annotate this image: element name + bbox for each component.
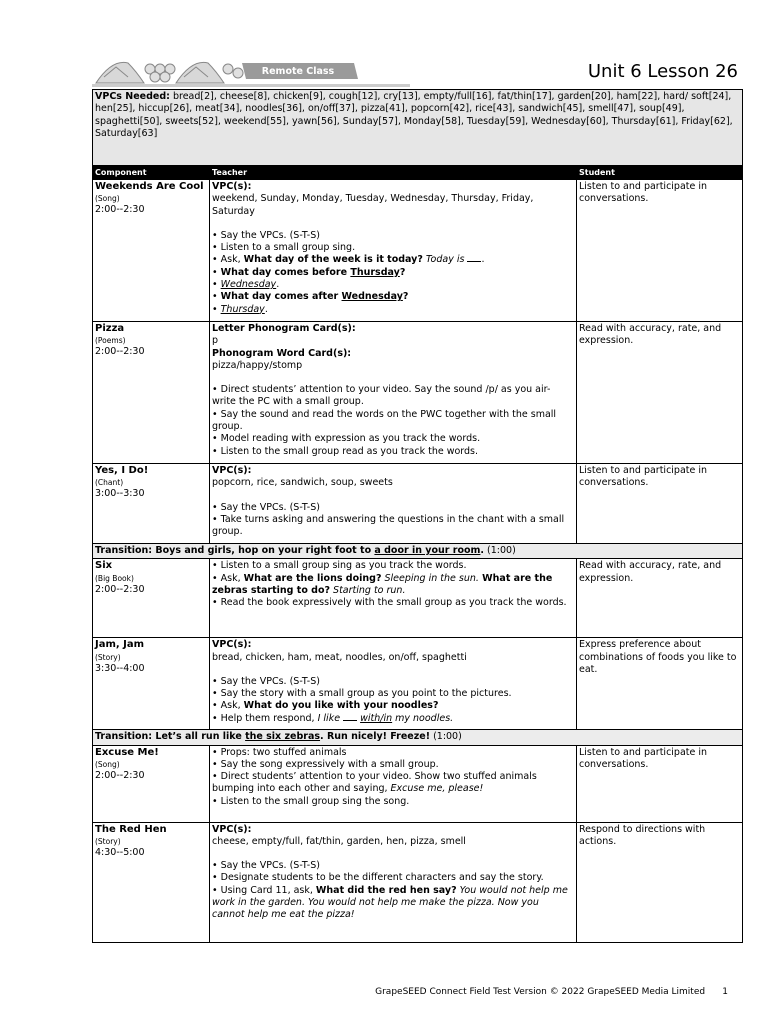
component-name: Six [95, 560, 113, 572]
component-time: 2:00--2:30 [95, 346, 145, 358]
table-row [93, 180, 743, 322]
list-item: • Say the VPCs. (S-T-S) [212, 675, 320, 687]
component-cell [93, 745, 210, 822]
teacher-cell [210, 745, 577, 822]
copyright-text: GrapeSEED Connect Field Test Version © 2022 GrapeSEED Media Limited [375, 987, 706, 997]
vpc-label: VPC(s): [212, 823, 252, 835]
table-row [93, 745, 743, 822]
lesson-table [92, 89, 743, 943]
column-header-row [93, 166, 743, 180]
component-time: 2:00--2:30 [95, 769, 145, 781]
list-item: • Read the book expressively with the small group as you track the words. [212, 597, 567, 609]
col-header-teacher: Teacher [210, 166, 577, 180]
phonogram-word-card-value: pizza/happy/stomp [212, 359, 303, 371]
remote-class-badge: Remote Class [261, 66, 335, 77]
vpc-words: cheese, empty/full, fat/thin, garden, hen, pizza, smell [212, 835, 466, 847]
component-type: (Story) [95, 836, 121, 846]
component-time: 3:30--4:00 [95, 662, 145, 674]
list-item: • Say the VPCs. (S-T-S) [212, 501, 320, 513]
list-item: • Listen to a small group sing. [212, 242, 356, 254]
table-row [93, 322, 743, 464]
component-type: (Poems) [95, 336, 126, 346]
vpc-label: VPC(s): [212, 639, 252, 651]
student-cell: Listen to and participate in conversations. [577, 180, 743, 322]
list-item: • Take turns asking and answering the questions in the chant with a small group. [212, 513, 565, 538]
component-cell [93, 464, 210, 544]
component-time: 2:00--2:30 [95, 204, 145, 216]
list-item: • Listen to the small group read as you track the words. [212, 445, 479, 457]
list-item: • Say the VPCs. (S-T-S) [212, 229, 320, 241]
component-name: Yes, I Do! [95, 465, 149, 476]
list-item: • Using Card 11, ask, What did the red hen say? You would not help me work in the garden. You would not help me make the pizza. Now you cannot help me eat the pizza! [212, 884, 568, 921]
list-item: • Listen to a small group sing as you track the words. [212, 560, 467, 572]
list-item: • Say the VPCs. (S-T-S) [212, 860, 320, 872]
student-cell: Express preference about combinations of foods you like to eat. [577, 638, 743, 730]
teacher-cell [210, 464, 577, 544]
list-item: • Direct students’ attention to your video. Say the sound /p/ as you air-write the PC with a small group. [212, 384, 551, 408]
list-item: • Ask, What are the lions doing? Sleeping in the sun. What are the zebras starting to do? Starting to run. [212, 572, 553, 596]
list-item: • Ask, What do you like with your noodles? [212, 700, 439, 712]
list-item: • What day comes before Thursday? [212, 266, 406, 278]
component-name: Weekends Are Cool [95, 181, 204, 192]
transition-cell: Transition: Boys and girls, hop on your right foot to a door in your room. (1:00) [93, 544, 743, 559]
list-item: • Direct students’ attention to your video. Show two stuffed animals bumping into each other and saying, Excuse me, please! [212, 771, 537, 795]
page-footer [0, 987, 728, 997]
col-header-component: Component [93, 166, 210, 180]
table-row [93, 559, 743, 638]
transition-row [93, 544, 743, 559]
table-row [93, 638, 743, 730]
vpcs-row [93, 90, 743, 166]
page-header [92, 55, 742, 89]
component-name: Excuse Me! [95, 746, 159, 758]
list-item: • Listen to the small group sing the song. [212, 795, 410, 807]
student-cell: Read with accuracy, rate, and expression. [577, 322, 743, 464]
phonogram-word-card-label: Phonogram Word Card(s): [212, 347, 352, 359]
teacher-cell [210, 559, 577, 638]
teacher-cell [210, 322, 577, 464]
vpc-label: VPC(s): [212, 181, 252, 192]
list-item: • What day comes after Wednesday? [212, 291, 409, 303]
student-cell: Listen to and participate in conversations. [577, 745, 743, 822]
component-time: 3:00--3:30 [95, 488, 145, 500]
list-item: • Help them respond, I like with/in my noodles. [212, 712, 454, 724]
component-cell [93, 322, 210, 464]
component-type: (Story) [95, 652, 121, 662]
table-row [93, 822, 743, 942]
teacher-cell [210, 180, 577, 322]
list-item: • Wednesday. [212, 279, 280, 291]
list-item: • Say the sound and read the words on the PWC together with the small group. [212, 408, 557, 433]
transition-cell: Transition: Let’s all run like the six zebras. Run nicely! Freeze! (1:00) [93, 730, 743, 745]
col-header-student: Student [577, 166, 743, 180]
vpc-words: bread, chicken, ham, meat, noodles, on/off, spaghetti [212, 651, 467, 663]
component-cell [93, 180, 210, 322]
teacher-cell [210, 638, 577, 730]
component-cell [93, 638, 210, 730]
student-cell: Read with accuracy, rate, and expression. [577, 559, 743, 638]
list-item: • Props: two stuffed animals [212, 746, 347, 758]
component-name: Jam, Jam [95, 639, 145, 651]
vpc-words: popcorn, rice, sandwich, soup, sweets [212, 477, 393, 489]
list-item: • Say the story with a small group as you point to the pictures. [212, 688, 512, 700]
page-title: Unit 6 Lesson 26 [587, 61, 738, 82]
list-item: • Say the song expressively with a small group. [212, 758, 439, 770]
component-cell [93, 822, 210, 942]
component-time: 4:30--5:00 [95, 846, 145, 858]
component-type: (Song) [95, 759, 120, 769]
component-type: (Big Book) [95, 573, 134, 583]
list-item: • Designate students to be the different characters and say the story. [212, 872, 544, 884]
component-name: Pizza [95, 323, 125, 334]
phonogram-card-label: Letter Phonogram Card(s): [212, 323, 356, 334]
phonogram-card-value: p [212, 335, 219, 347]
transition-row [93, 730, 743, 745]
list-item: • Thursday. [212, 303, 268, 315]
teacher-cell [210, 822, 577, 942]
table-row [93, 464, 743, 544]
vpcs-label: VPCs Needed: [95, 91, 170, 102]
vpcs-list: bread[2], cheese[8], chicken[9], cough[12], cry[13], empty/full[16], fat/thin[17], garden[20], ham[22], hard/ soft[24], hen[25], hiccup[26], meat[34], noodles[36], on/off[37], pizza[41], popcorn[42], rice[43], sandwich[45], smell[47], soup[49], spaghetti[50], sweets[52], weekend[55], yawn[56], Sunday[57], Monday[58], Tuesday[59], Wednesday[60], Thursday[61], Friday[62], Saturday[63] [95, 91, 733, 139]
component-time: 2:00--2:30 [95, 583, 145, 595]
component-cell [93, 559, 210, 638]
list-item: • Ask, What day of the week is it today? Today is . [212, 254, 485, 266]
component-name: The Red Hen [95, 823, 167, 835]
student-cell: Listen to and participate in conversations. [577, 464, 743, 544]
vpc-label: VPC(s): [212, 465, 252, 476]
vpc-words: weekend, Sunday, Monday, Tuesday, Wednesday, Thursday, Friday, Saturday [212, 193, 534, 217]
component-type: (Chant) [95, 478, 124, 488]
component-type: (Song) [95, 194, 120, 204]
list-item: • Model reading with expression as you track the words. [212, 433, 481, 445]
vpcs-cell [93, 90, 743, 166]
page-number: 1 [722, 987, 728, 997]
student-cell: Respond to directions with actions. [577, 822, 743, 942]
